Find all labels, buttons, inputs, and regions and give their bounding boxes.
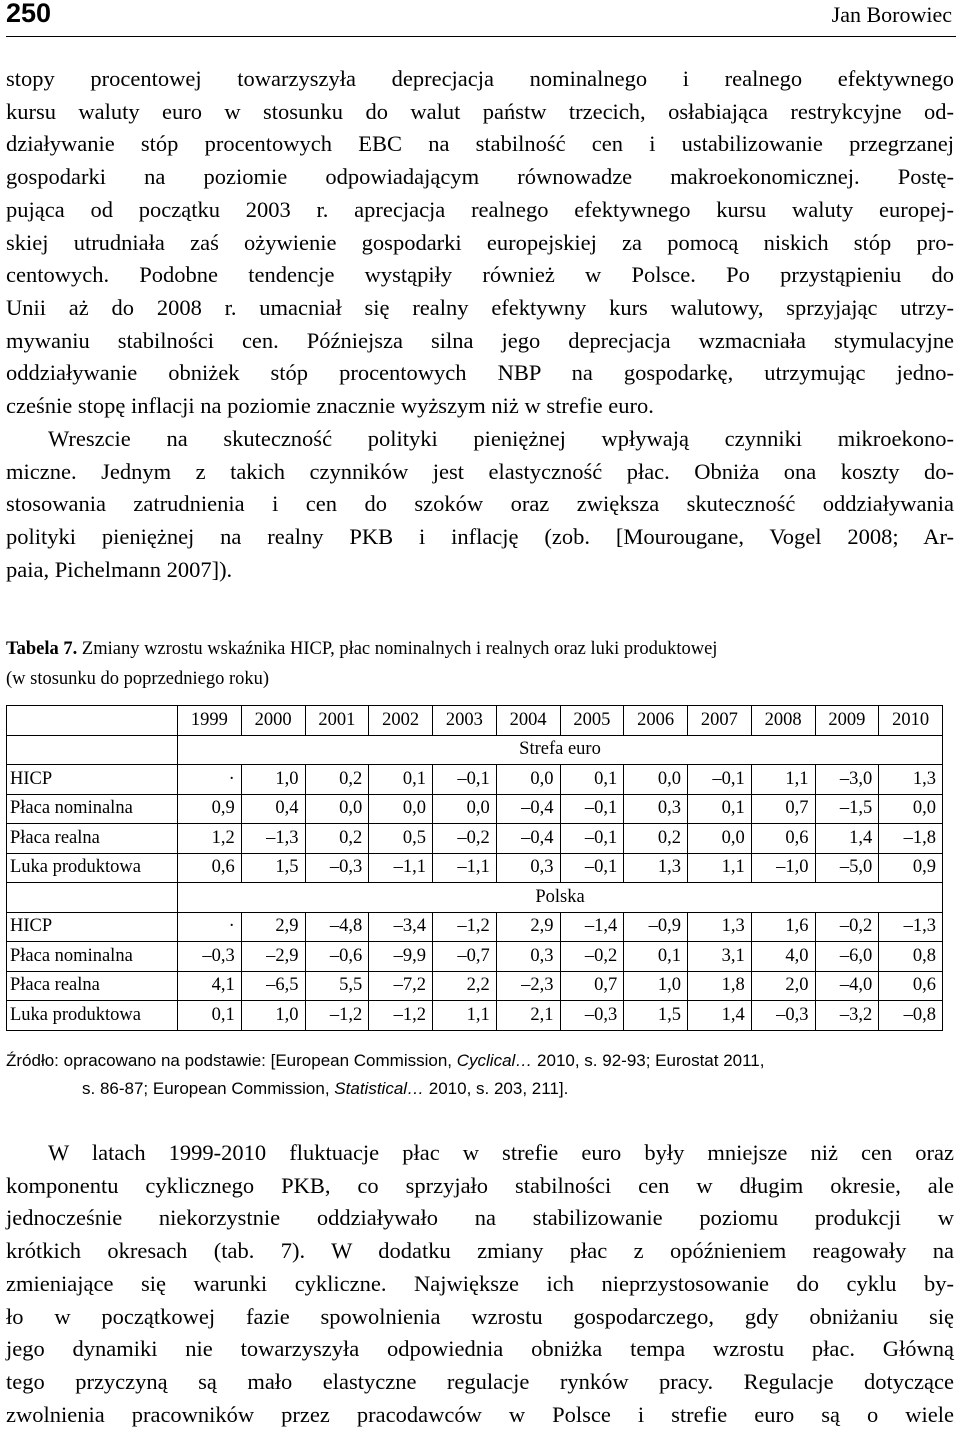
table-cell: –1,2 bbox=[305, 1001, 369, 1031]
table-cell: 0,7 bbox=[560, 971, 624, 1001]
text-line: skiej utrudniała zaś ożywienie gospodarki europejskiej za pomocą niskich stóp pro- bbox=[6, 229, 954, 255]
table-section-title: Polska bbox=[178, 883, 943, 913]
table-column-header: 2009 bbox=[815, 706, 879, 736]
table-cell: 1,3 bbox=[688, 912, 752, 942]
table-row-label: Luka produktowa bbox=[7, 853, 178, 883]
text-line: gospodarki na poziomie odpowiadającym równowadze makroekonomicznej. Postę- bbox=[6, 164, 954, 190]
table-header-row bbox=[7, 706, 943, 736]
table-cell: –0,8 bbox=[879, 1001, 943, 1031]
table-cell: 1,4 bbox=[688, 1001, 752, 1031]
table-row-label: HICP bbox=[7, 912, 178, 942]
text-line: stopy procentowej towarzyszyła deprecjacja nominalnego i realnego efektywnego bbox=[6, 66, 954, 91]
table-cell: · bbox=[178, 912, 242, 942]
table-column-header: 2001 bbox=[305, 706, 369, 736]
text-line: pująca od początku 2003 r. aprecjacja realnego efektywnego kursu waluty europej- bbox=[6, 196, 954, 222]
table-cell: –1,4 bbox=[560, 912, 624, 942]
table-cell: 0,5 bbox=[369, 824, 433, 854]
table-cell: –3,4 bbox=[369, 912, 433, 942]
text-line: tego przyczyną są mało elastyczne regulacje rynków pracy. Regulacje dotyczące bbox=[6, 1368, 954, 1394]
table-cell: 0,1 bbox=[178, 1001, 242, 1031]
table-cell: –0,1 bbox=[560, 794, 624, 824]
table-cell: –0,1 bbox=[688, 765, 752, 795]
table-row bbox=[7, 853, 943, 883]
table-cell: –0,2 bbox=[815, 912, 879, 942]
text-line: krótkich okresach (tab. 7). W dodatku zmiany płac z opóźnieniem reagowały na bbox=[6, 1238, 954, 1264]
table-row-label: HICP bbox=[7, 765, 178, 795]
table-cell: 0,0 bbox=[688, 824, 752, 854]
table-column-header: 2007 bbox=[688, 706, 752, 736]
table-header-corner bbox=[7, 706, 178, 736]
table-cell: 2,9 bbox=[241, 912, 305, 942]
table-cell: · bbox=[178, 765, 242, 795]
table-cell: 0,2 bbox=[624, 824, 688, 854]
text-line: stosowania zatrudnienia i cen do szoków oraz zwiększa skuteczność oddziaływania bbox=[6, 491, 954, 517]
table-cell-blank bbox=[7, 883, 178, 913]
table-cell: 1,6 bbox=[751, 912, 815, 942]
table-cell: 1,0 bbox=[624, 971, 688, 1001]
table-cell: 1,1 bbox=[751, 765, 815, 795]
table-row bbox=[7, 765, 943, 795]
table-cell: 1,5 bbox=[241, 853, 305, 883]
table-cell: 2,2 bbox=[433, 971, 497, 1001]
table-column-header: 2010 bbox=[879, 706, 943, 736]
table-cell: 0,7 bbox=[751, 794, 815, 824]
table-cell: 3,1 bbox=[688, 942, 752, 972]
text-line: jednocześnie niekorzystnie oddziaływało na stabilizowanie poziomu produkcji w bbox=[6, 1205, 954, 1231]
text-line: centowych. Podobne tendencje wystąpiły również w Polsce. Po przystąpieniu do bbox=[6, 262, 954, 288]
table-cell: –0,3 bbox=[305, 853, 369, 883]
text-line: ło w początkowej fazie spowolnienia wzrostu gospodarczego, gdy obniżaniu się bbox=[6, 1303, 954, 1329]
table-cell: 1,1 bbox=[433, 1001, 497, 1031]
table-cell: 0,6 bbox=[178, 853, 242, 883]
table-cell: –0,6 bbox=[305, 942, 369, 972]
text-line: jego dynamiki nie towarzyszyła odpowiednia obniżka tempa wzrostu płac. Główną bbox=[6, 1336, 954, 1362]
table-row bbox=[7, 794, 943, 824]
table-caption-text-2: (w stosunku do poprzedniego roku) bbox=[6, 669, 270, 689]
table-caption-text: Zmiany wzrostu wskaźnika HICP, płac nominalnych i realnych oraz luki produktowej bbox=[77, 639, 718, 659]
table-cell: 0,0 bbox=[369, 794, 433, 824]
table-cell: 0,0 bbox=[879, 794, 943, 824]
table-cell: 1,4 bbox=[815, 824, 879, 854]
table-cell: –1,2 bbox=[433, 912, 497, 942]
table-cell: 0,3 bbox=[496, 942, 560, 972]
table-cell: –0,7 bbox=[433, 942, 497, 972]
table-cell: –4,0 bbox=[815, 971, 879, 1001]
table-row-label: Płaca nominalna bbox=[7, 942, 178, 972]
table-cell: –3,0 bbox=[815, 765, 879, 795]
table-column-header: 2004 bbox=[496, 706, 560, 736]
table-cell: 0,0 bbox=[496, 765, 560, 795]
text-line: mywaniu stabilności cen. Późniejsza silna jego deprecjacja wzmacniała stymulacyjne bbox=[6, 327, 954, 353]
page-number: 250 bbox=[6, 0, 52, 28]
source-note bbox=[6, 1047, 954, 1103]
table-cell: –1,0 bbox=[751, 853, 815, 883]
text-line: zmieniające się warunki cykliczne. Największe ich nieprzystosowanie do cyklu by- bbox=[6, 1270, 954, 1296]
table-cell: –0,1 bbox=[560, 824, 624, 854]
table-cell: 0,9 bbox=[879, 853, 943, 883]
table-cell: –0,4 bbox=[496, 824, 560, 854]
table-cell: 2,9 bbox=[496, 912, 560, 942]
table-cell: –0,4 bbox=[496, 794, 560, 824]
table-cell: –0,2 bbox=[433, 824, 497, 854]
table-cell: 0,1 bbox=[369, 765, 433, 795]
source-line2-suffix: 2010, s. 203, 211]. bbox=[424, 1079, 569, 1098]
table-cell: 0,2 bbox=[305, 824, 369, 854]
table-cell: 5,5 bbox=[305, 971, 369, 1001]
table-row bbox=[7, 1001, 943, 1031]
source-prefix: Źródło: opracowano na podstawie: [European Commission, bbox=[6, 1051, 457, 1070]
table-cell: –1,3 bbox=[241, 824, 305, 854]
table-cell: –6,0 bbox=[815, 942, 879, 972]
table-cell: –0,3 bbox=[751, 1001, 815, 1031]
table-cell: 1,5 bbox=[624, 1001, 688, 1031]
table-cell: 0,8 bbox=[879, 942, 943, 972]
table-cell: –6,5 bbox=[241, 971, 305, 1001]
table-cell: 1,0 bbox=[241, 1001, 305, 1031]
table-cell: 4,1 bbox=[178, 971, 242, 1001]
table-cell: 1,2 bbox=[178, 824, 242, 854]
text-line: zwolnienia pracowników przez pracodawców w Polsce i strefie euro są o wiele bbox=[6, 1401, 954, 1427]
table-row-label: Płaca nominalna bbox=[7, 794, 178, 824]
table-cell: 0,3 bbox=[496, 853, 560, 883]
table-row-label: Płaca realna bbox=[7, 824, 178, 854]
table-caption bbox=[6, 634, 954, 694]
paragraph-2 bbox=[6, 423, 954, 587]
table-column-header: 2003 bbox=[433, 706, 497, 736]
table-cell: –0,1 bbox=[560, 853, 624, 883]
text-line: miczne. Jednym z takich czynników jest elastyczność płac. Obniża ona koszty do- bbox=[6, 458, 954, 484]
text-line: kursu waluty euro w stosunku do walut państw trzecich, osłabiająca restrykcyjne od- bbox=[6, 98, 954, 124]
table-row bbox=[7, 912, 943, 942]
table-cell: 0,1 bbox=[624, 942, 688, 972]
table-cell: 0,2 bbox=[305, 765, 369, 795]
table-row-label: Płaca realna bbox=[7, 971, 178, 1001]
source-line2-prefix: s. 86-87; European Commission, bbox=[82, 1079, 335, 1098]
text-line: komponentu cyklicznego PKB, co sprzyjało stabilności cen w długim okresie, ale bbox=[6, 1172, 954, 1198]
table-cell: 4,0 bbox=[751, 942, 815, 972]
table-cell: 0,0 bbox=[433, 794, 497, 824]
table-cell: –4,8 bbox=[305, 912, 369, 942]
table-cell: 0,9 bbox=[178, 794, 242, 824]
table-cell: 0,3 bbox=[624, 794, 688, 824]
table-cell: –2,3 bbox=[496, 971, 560, 1001]
table-cell: 1,8 bbox=[688, 971, 752, 1001]
table-cell: 1,1 bbox=[688, 853, 752, 883]
table-row-label: Luka produktowa bbox=[7, 1001, 178, 1031]
table-cell: 1,3 bbox=[624, 853, 688, 883]
table-cell: 0,1 bbox=[688, 794, 752, 824]
text-line: paia, Pichelmann 2007]). bbox=[6, 556, 233, 582]
table-row bbox=[7, 942, 943, 972]
table-cell: 1,0 bbox=[241, 765, 305, 795]
table-cell: 0,4 bbox=[241, 794, 305, 824]
table-row bbox=[7, 824, 943, 854]
source-line-2 bbox=[6, 1075, 954, 1103]
table-cell: –1,1 bbox=[433, 853, 497, 883]
table-cell-blank bbox=[7, 735, 178, 765]
table-column-header: 2006 bbox=[624, 706, 688, 736]
table-cell: –0,3 bbox=[560, 1001, 624, 1031]
text-line: oddziaływanie obniżek stóp procentowych NBP na gospodarkę, utrzymując jedno- bbox=[6, 360, 954, 386]
table-cell: –1,5 bbox=[815, 794, 879, 824]
table-cell: –0,2 bbox=[560, 942, 624, 972]
table-row bbox=[7, 971, 943, 1001]
table-cell: –1,8 bbox=[879, 824, 943, 854]
table-body bbox=[7, 735, 943, 1030]
table-column-header: 2002 bbox=[369, 706, 433, 736]
text-line: W latach 1999-2010 fluktuacje płac w strefie euro były mniejsze niż cen oraz bbox=[48, 1140, 954, 1165]
table-cell: 0,1 bbox=[560, 765, 624, 795]
text-line: Unii aż do 2008 r. umacniał się realny efektywny kurs walutowy, sprzyjając utrzy- bbox=[6, 294, 954, 320]
text-line: polityki pieniężnej na realny PKB i inflację (zob. [Mourougane, Vogel 2008; Ar- bbox=[6, 524, 954, 550]
table-column-header: 1999 bbox=[178, 706, 242, 736]
running-head-author: Jan Borowiec bbox=[831, 2, 952, 27]
text-line: działywanie stóp procentowych EBC na stabilność cen i ustabilizowanie przegrzanej bbox=[6, 131, 954, 157]
table-cell: –3,2 bbox=[815, 1001, 879, 1031]
table-cell: 1,3 bbox=[879, 765, 943, 795]
table-cell: 0,0 bbox=[624, 765, 688, 795]
data-table bbox=[6, 705, 943, 1031]
table-cell: –0,3 bbox=[178, 942, 242, 972]
table-column-header: 2000 bbox=[241, 706, 305, 736]
table-cell: –1,1 bbox=[369, 853, 433, 883]
table-cell: 0,0 bbox=[305, 794, 369, 824]
table-cell: –7,2 bbox=[369, 971, 433, 1001]
table-cell: 0,6 bbox=[751, 824, 815, 854]
source-italic-2: Statistical… bbox=[334, 1079, 425, 1098]
table-cell: –0,1 bbox=[433, 765, 497, 795]
paragraph-1 bbox=[6, 63, 954, 423]
table-cell: –1,3 bbox=[879, 912, 943, 942]
table-cell: –9,9 bbox=[369, 942, 433, 972]
table-cell: –5,0 bbox=[815, 853, 879, 883]
table-caption-label: Tabela 7. bbox=[6, 639, 78, 659]
source-italic-1: Cyclical… bbox=[456, 1051, 533, 1070]
table-cell: –2,9 bbox=[241, 942, 305, 972]
text-line: cześnie stopę inflacji na poziomie znacznie wyższym niż w strefie euro. bbox=[6, 393, 654, 419]
table-column-header: 2008 bbox=[751, 706, 815, 736]
table-column-header: 2005 bbox=[560, 706, 624, 736]
table-cell: 2,0 bbox=[751, 971, 815, 1001]
running-head bbox=[6, 0, 956, 37]
paragraph-3 bbox=[6, 1137, 954, 1431]
table-cell: –1,2 bbox=[369, 1001, 433, 1031]
table-cell: 2,1 bbox=[496, 1001, 560, 1031]
table-section-row bbox=[7, 735, 943, 765]
table-section-title: Strefa euro bbox=[178, 735, 943, 765]
text-line: Wreszcie na skuteczność polityki pieniężnej wpływają czynniki mikroekono- bbox=[48, 426, 954, 451]
table-section-row bbox=[7, 883, 943, 913]
table-cell: –0,9 bbox=[624, 912, 688, 942]
source-mid-1: 2010, s. 92-93; Eurostat 2011, bbox=[532, 1051, 765, 1070]
table-cell: 0,6 bbox=[879, 971, 943, 1001]
